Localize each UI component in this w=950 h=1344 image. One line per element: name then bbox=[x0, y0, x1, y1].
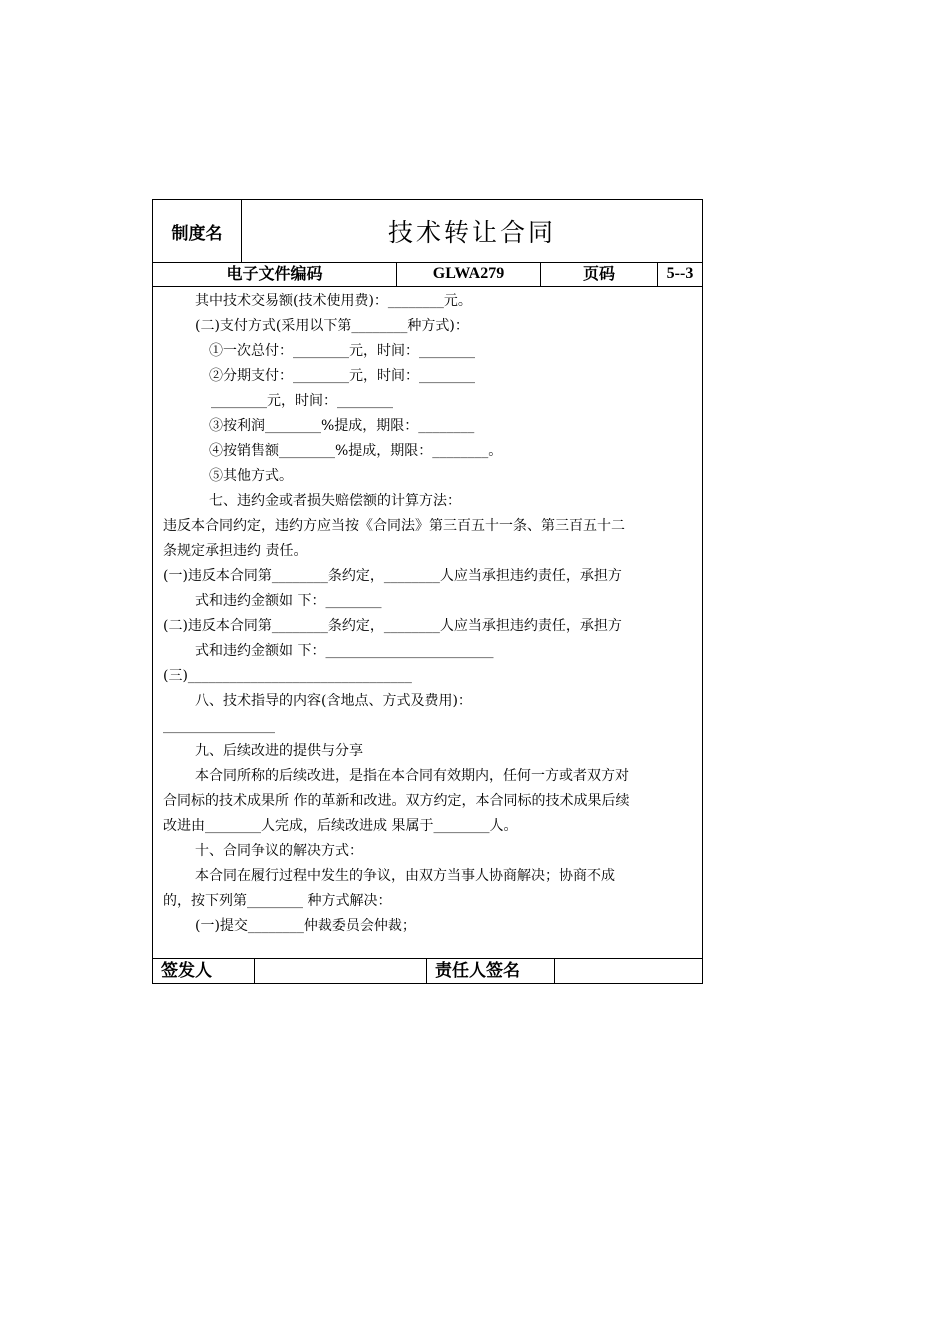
issuer-label: 签发人 bbox=[153, 959, 255, 983]
page-label: 页码 bbox=[541, 262, 658, 286]
text-line: ①一次总付：________元，时间：________ bbox=[209, 343, 475, 359]
text-line: (二)支付方式(采用以下第________种方式)： bbox=[195, 318, 469, 334]
text-line: ________元，时间：________ bbox=[211, 393, 393, 409]
text-line: ④按销售额________%提成，期限：________。 bbox=[209, 443, 503, 459]
page-value: 5--3 bbox=[666, 265, 694, 282]
text-line: 式和违约金额如 下：________ bbox=[195, 593, 382, 609]
section-heading: 七、违约金或者损失赔偿额的计算方法： bbox=[209, 493, 461, 509]
text-line: 改进由________人完成，后续改进成 果属于________人。 bbox=[163, 818, 518, 834]
contract-body bbox=[153, 287, 702, 959]
document-form bbox=[152, 199, 703, 984]
text-line: (一)提交________仲裁委员会仲裁； bbox=[195, 918, 416, 934]
header-row bbox=[153, 200, 702, 263]
responsible-signature-field[interactable] bbox=[555, 959, 702, 983]
policy-name-label: 制度名 bbox=[153, 200, 242, 262]
file-code-label: 电子文件编码 bbox=[153, 262, 397, 286]
text-line: 违反本合同约定，违约方应当按《合同法》第三百五十一条、第三百五十二 bbox=[163, 518, 625, 534]
signature-row bbox=[153, 958, 702, 983]
section-heading: 九、后续改进的提供与分享 bbox=[195, 743, 363, 759]
text-line: 本合同在履行过程中发生的争议，由双方当事人协商解决；协商不成 bbox=[195, 868, 615, 884]
text-line: 合同标的技术成果所 作的革新和改进。双方约定，本合同标的技术成果后续 bbox=[163, 793, 630, 809]
text-line: ________________ bbox=[163, 718, 275, 734]
text-line: (二)违反本合同第________条约定，________人应当承担违约责任，承担方 bbox=[163, 618, 622, 634]
text-line: ②分期支付：________元，时间：________ bbox=[209, 368, 475, 384]
text-line: (一)违反本合同第________条约定，________人应当承担违约责任，承担方 bbox=[163, 568, 622, 584]
text-line: 的，按下列第________ 种方式解决： bbox=[163, 893, 392, 909]
section-heading: 八、技术指导的内容(含地点、方式及费用)： bbox=[195, 693, 472, 709]
text-line: 式和违约金额如 下：________________________ bbox=[195, 643, 494, 659]
text-line: ③按利润________%提成，期限：________ bbox=[209, 418, 475, 434]
document-title: 技术转让合同 bbox=[387, 218, 556, 247]
file-code-value: GLWA279 bbox=[397, 262, 541, 286]
text-line: (三)________________________________ bbox=[163, 668, 412, 684]
section-heading: 十、合同争议的解决方式： bbox=[195, 843, 363, 859]
text-line: 本合同所称的后续改进，是指在本合同有效期内，任何一方或者双方对 bbox=[195, 768, 629, 784]
responsible-signature-label: 责任人签名 bbox=[427, 959, 555, 983]
meta-row bbox=[153, 262, 702, 287]
text-line: 其中技术交易额(技术使用费)：________元。 bbox=[195, 293, 472, 309]
text-line: ⑤其他方式。 bbox=[209, 468, 293, 484]
issuer-signature-field[interactable] bbox=[255, 959, 427, 983]
text-line: 条规定承担违约 责任。 bbox=[163, 543, 308, 559]
